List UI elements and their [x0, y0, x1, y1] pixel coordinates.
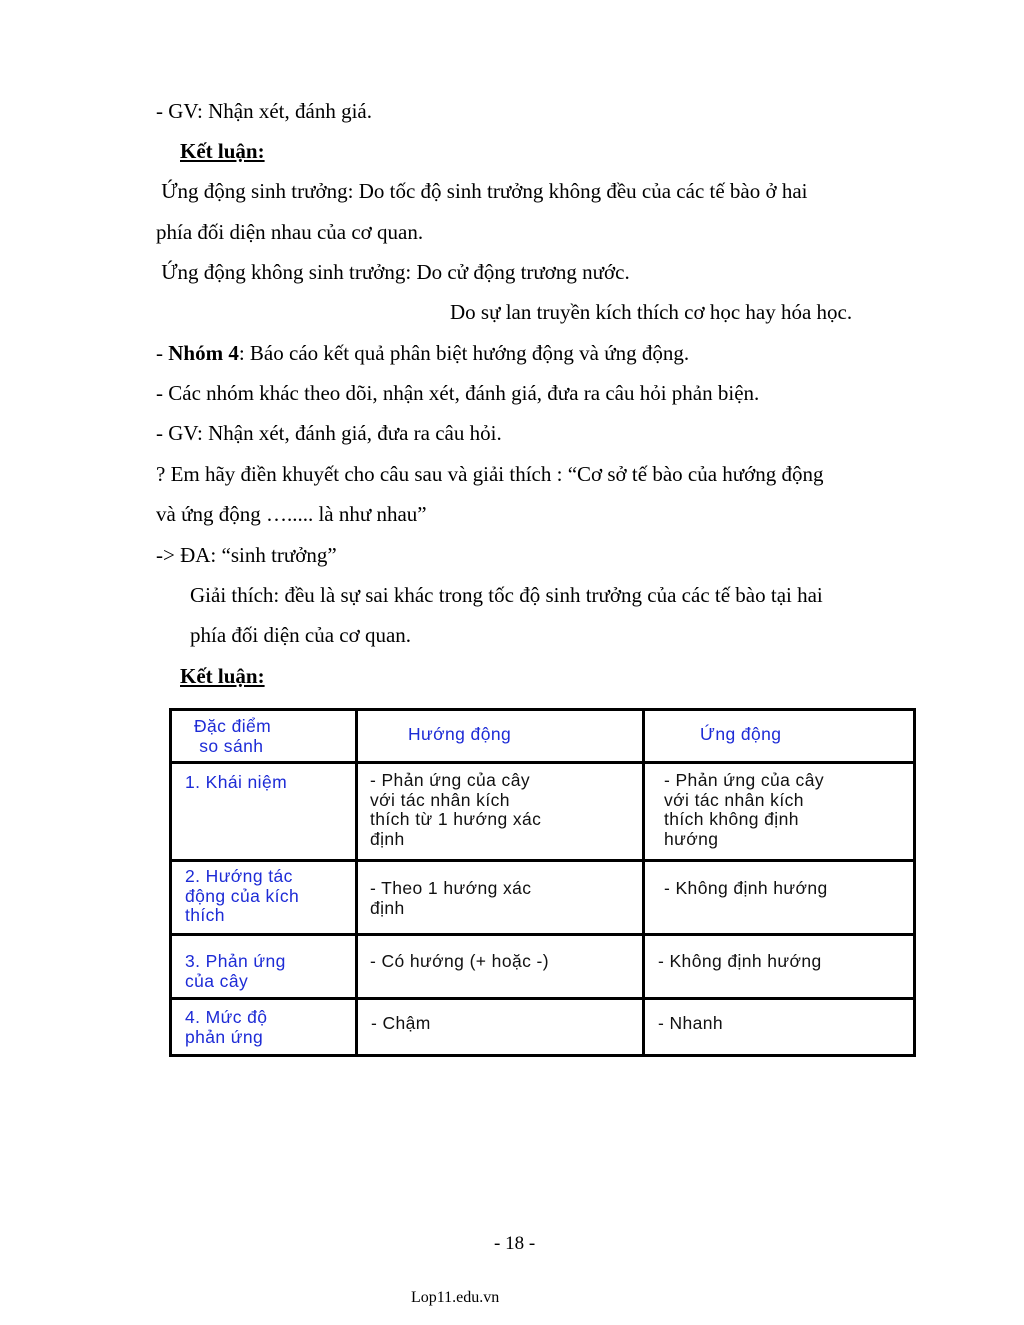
cell-line: - Chậm: [371, 1013, 431, 1033]
header-cell-criteria: [171, 710, 357, 763]
page-number: - 18 -: [494, 1233, 536, 1254]
cell-line: định: [370, 897, 405, 918]
body-line-growth-nastic: Ứng động sinh trưởng: Do tốc độ sinh trưởng không đều của các tế bào ở hai: [156, 179, 808, 203]
row-label-cell: [171, 763, 357, 861]
cell-line: - Có hướng (+ hoặc -): [370, 951, 549, 971]
row-label-cell: [171, 861, 357, 935]
row-label-line: của cây: [185, 970, 249, 991]
body-line-nongrowth-nastic: Ứng động không sinh trưởng: Do cử động trương nước.: [156, 260, 630, 284]
tropism-cell: [357, 861, 644, 935]
row-label-line: thích: [185, 905, 225, 925]
body-line-nongrowth-nastic-cont: Do sự lan truyền kích thích cơ học hay hóa học.: [450, 300, 853, 324]
table-row: [171, 763, 915, 861]
tropism-header: Hướng động: [408, 724, 512, 744]
body-line-fill-blank-question: ? Em hãy điền khuyết cho câu sau và giải thích : “Cơ sở tế bào của hướng động: [156, 462, 824, 486]
cell-line: - Không định hướng: [664, 878, 828, 898]
nastic-cell: [644, 935, 915, 999]
header-cell-nastic: [644, 710, 915, 763]
row-label-cell: [171, 935, 357, 999]
body-line-group4: [156, 340, 689, 366]
cell-line: định: [370, 828, 405, 849]
cell-line: với tác nhân kích: [664, 789, 804, 810]
cell-line: - Phản ứng của cây: [370, 770, 530, 790]
row-label-line: 4. Mức độ: [185, 1007, 268, 1027]
group4-prefix: -: [156, 341, 169, 365]
table-header-row: [171, 710, 915, 763]
nastic-cell: [644, 763, 915, 861]
tropism-cell: [357, 999, 644, 1056]
body-line-explanation: Giải thích: đều là sự sai khác trong tốc độ sinh trưởng của các tế bào tại hai: [190, 583, 823, 607]
cell-line: thích từ 1 hướng xác: [370, 809, 542, 829]
criteria-header-line: Đặc điểm: [194, 716, 272, 736]
cell-line: hướng: [664, 828, 719, 849]
cell-line: - Không định hướng: [658, 951, 822, 971]
comparison-table: [169, 708, 916, 1057]
table-row: [171, 999, 915, 1056]
row-label-line: 1. Khái niệm: [185, 772, 288, 792]
body-line-answer: -> ĐA: “sinh trưởng”: [156, 543, 337, 567]
tropism-cell: [357, 763, 644, 861]
group4-label: Nhóm 4: [168, 341, 239, 365]
row-label-cell: [171, 999, 357, 1056]
row-label-line: phản ứng: [185, 1026, 264, 1047]
row-label-line: động của kích: [185, 885, 300, 906]
footer-site: Lop11.edu.vn: [411, 1289, 500, 1306]
header-cell-tropism: [357, 710, 644, 763]
body-line-growth-nastic-cont: phía đối diện nhau của cơ quan.: [156, 220, 424, 244]
row-label-line: 3. Phản ứng: [185, 951, 286, 971]
cell-line: thích không định: [664, 809, 799, 829]
conclusion-heading: Kết luận:: [180, 664, 265, 688]
nastic-header: Ứng động: [700, 724, 782, 744]
body-line-explanation-cont: phía đối diện của cơ quan.: [190, 623, 412, 647]
nastic-cell: [644, 861, 915, 935]
cell-line: với tác nhân kích: [370, 789, 510, 810]
row-label-line: 2. Hướng tác: [185, 866, 293, 886]
criteria-header-line: so sánh: [194, 735, 264, 756]
body-line-gv-question: - GV: Nhận xét, đánh giá, đưa ra câu hỏi.: [156, 421, 502, 445]
tropism-cell: [357, 935, 644, 999]
body-line-other-groups: - Các nhóm khác theo dõi, nhận xét, đánh giá, đưa ra câu hỏi phản biện.: [156, 381, 760, 405]
cell-line: - Phản ứng của cây: [664, 770, 824, 790]
table-row: [171, 935, 915, 999]
nastic-cell: [644, 999, 915, 1056]
group4-text: : Báo cáo kết quả phân biệt hướng động và ứng động.: [238, 341, 690, 365]
cell-line: - Theo 1 hướng xác: [370, 878, 532, 898]
cell-line: - Nhanh: [658, 1013, 724, 1033]
table-row: [171, 861, 915, 935]
conclusion-heading: Kết luận:: [180, 139, 265, 163]
body-line-gv-review: - GV: Nhận xét, đánh giá.: [156, 99, 372, 123]
body-line-fill-blank-question-cont: và ứng động …..... là như nhau”: [156, 502, 427, 526]
